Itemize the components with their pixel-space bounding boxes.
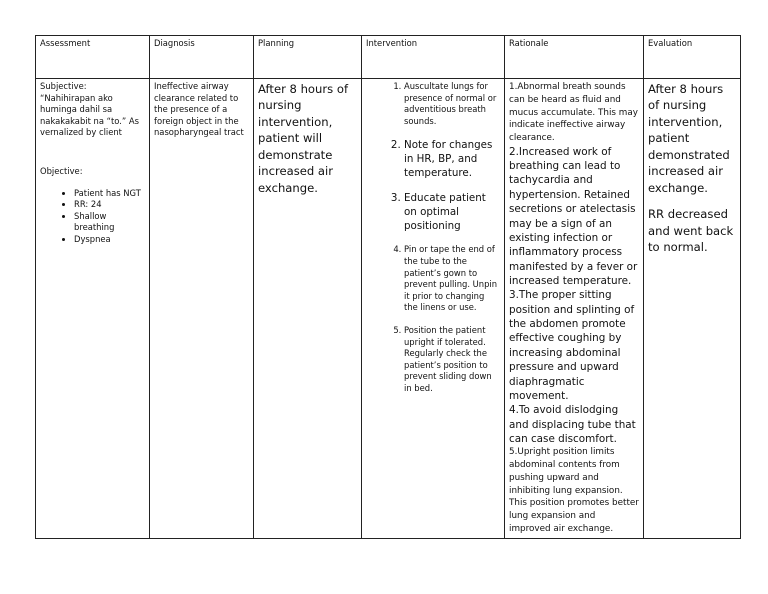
intervention-item: 2. Note for changes in HR, BP, and temperature. bbox=[404, 138, 500, 180]
header-rationale: Rationale bbox=[505, 36, 644, 79]
objective-item: • Shallow breathing bbox=[74, 211, 145, 234]
rationale-item: 5.Upright position limits abdominal contents from pushing upward and inhibiting lung expansion. This position promotes better lung expansion and improved air exchange. bbox=[509, 447, 639, 534]
rationale-item: 3.The proper sitting position and splinting of the abdomen promote effective coughing by increasing abdominal pressure and upward diaphragmatic movement. bbox=[509, 289, 635, 402]
evaluation-text: After 8 hours of nursing intervention, patient demonstrated increased air exchange. bbox=[648, 82, 730, 195]
objective-label: Objective: bbox=[40, 165, 83, 176]
evaluation-cell bbox=[644, 79, 741, 539]
header-row bbox=[36, 36, 741, 79]
nursing-care-plan-table bbox=[35, 35, 741, 539]
objective-item: • Dyspnea bbox=[74, 234, 145, 246]
objective-item: • Patient has NGT bbox=[74, 188, 145, 200]
rationale-item: 1.Abnormal breath sounds can be heard as fluid and mucus accumulate. This may indicate ineffective airway clearance. bbox=[509, 82, 638, 143]
subjective-label: Subjective: bbox=[40, 81, 87, 91]
diagnosis-cell: Ineffective airway clearance related to the presence of a foreign object in the nasopharyngeal tract bbox=[150, 79, 254, 539]
objective-list bbox=[40, 188, 145, 246]
rationale-item: 2.Increased work of breathing can lead to tachycardia and hypertension. Retained secretions or atelectasis may be a sign of an existing infection or inflammatory process manifested by a fever or increased temperature. bbox=[509, 145, 638, 287]
intervention-item: 1. Auscultate lungs for presence of normal or adventitious breath sounds. bbox=[404, 81, 500, 127]
header-diagnosis: Diagnosis bbox=[150, 36, 254, 79]
rationale-cell bbox=[505, 79, 644, 539]
evaluation-result: RR decreased and went back to normal. bbox=[648, 207, 734, 255]
subjective-text: “Nahihirapan ako huminga dahil sa nakakakabit na “to.” As vernalized by client bbox=[40, 92, 139, 138]
header-evaluation: Evaluation bbox=[644, 36, 741, 79]
content-row bbox=[36, 79, 741, 539]
rationale-item: 4.To avoid dislodging and displacing tube that can case discomfort. bbox=[509, 404, 636, 445]
intervention-item: 4. Pin or tape the end of the tube to the patient’s gown to prevent pulling. Unpin it prior to changing the linens or use. bbox=[404, 244, 500, 314]
intervention-item: 3. Educate patient on optimal positioning bbox=[404, 191, 500, 233]
assessment-cell bbox=[36, 79, 150, 539]
intervention-item: 5. Position the patient upright if tolerated. Regularly check the patient’s position to prevent sliding down in bed. bbox=[404, 325, 500, 395]
objective-item: • RR: 24 bbox=[74, 199, 145, 211]
intervention-cell bbox=[362, 79, 505, 539]
header-intervention: Intervention bbox=[362, 36, 505, 79]
planning-cell: After 8 hours of nursing intervention, patient will demonstrate increased air exchange. bbox=[254, 79, 362, 539]
header-assessment: Assessment bbox=[36, 36, 150, 79]
header-planning: Planning bbox=[254, 36, 362, 79]
intervention-list bbox=[366, 81, 500, 395]
